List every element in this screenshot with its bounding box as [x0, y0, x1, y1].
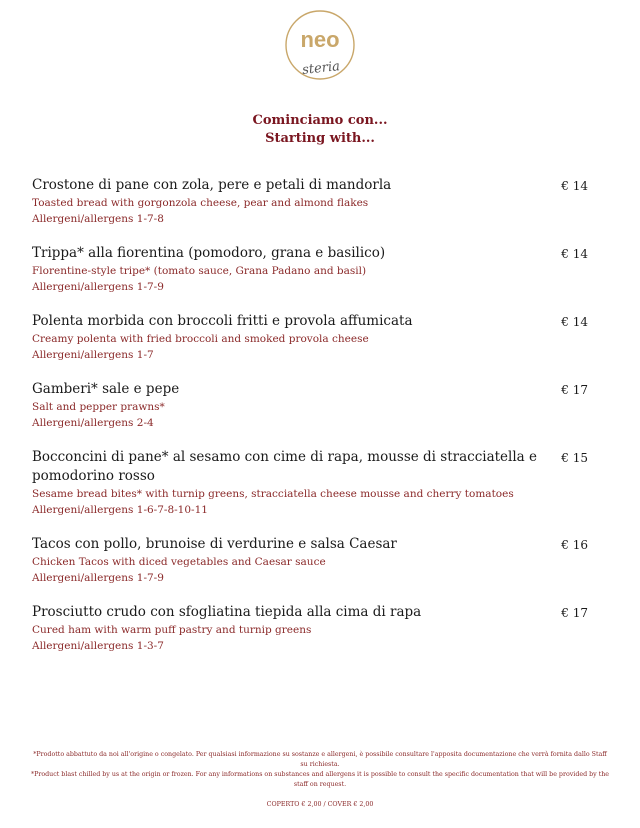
footer-note-en: *Product blast chilled by us at the origin or frozen. For any informations on substances and allergens it is possible to consult the specific documentation that will be provided by the staff on request. [30, 771, 610, 788]
menu-item-name: Tacos con pollo, brunoise di verdurine e salsa Caesar [32, 536, 397, 552]
menu-item-price: € 14 [561, 247, 588, 261]
menu-item-name: Bocconcini di pane* al sesamo con cime di rapa, mousse di stracciatella e pomodorino rosso [32, 449, 538, 484]
menu-item [32, 603, 588, 654]
menu-item-price: € 17 [561, 383, 588, 397]
footer-note-it: *Prodotto abbattuto da noi all'origine o congelato. Per qualsiasi informazione su sostanze e allergeni, è possibile consultare l'apposita documentazione che verrà fornita dallo Staff su richiesta. [33, 751, 607, 768]
menu-item-price: € 16 [561, 538, 588, 552]
cover-charge: COPERTO € 2,00 / COVER € 2,00 [266, 801, 374, 808]
logo-main-text: neo [300, 27, 340, 52]
menu-item-price: € 14 [561, 179, 588, 193]
menu-item-name: Trippa* alla fiorentina (pomodoro, grana e basilico) [32, 245, 386, 261]
menu-item-description: Cured ham with warm puff pastry and turnip greens [32, 624, 312, 636]
neosteria-logo [283, 8, 357, 82]
menu-item [32, 380, 588, 431]
menu-item [32, 448, 588, 518]
menu-item-description: Toasted bread with gorgonzola cheese, pear and almond flakes [32, 197, 369, 209]
menu-item-description: Sesame bread bites* with turnip greens, stracciatella cheese mousse and cherry tomatoes [32, 488, 514, 500]
menu-item-name: Prosciutto crudo con sfogliatina tiepida alla cima di rapa [32, 604, 422, 620]
menu-item-description: Creamy polenta with fried broccoli and smoked provola cheese [32, 333, 369, 345]
menu-item-description: Chicken Tacos with diced vegetables and Caesar sauce [32, 556, 326, 568]
menu-item [32, 176, 588, 227]
menu-item-name: Crostone di pane con zola, pere e petali di mandorla [32, 177, 392, 193]
menu-item-allergens: Allergeni/allergens 1-7-9 [32, 572, 164, 584]
menu-item-price: € 15 [561, 451, 588, 465]
menu-item [32, 244, 588, 295]
menu-item-description: Salt and pepper prawns* [32, 401, 165, 413]
menu-item-price: € 17 [561, 606, 588, 620]
menu-item-allergens: Allergeni/allergens 1-7 [32, 349, 154, 361]
menu-item-allergens: Allergeni/allergens 1-7-8 [32, 213, 164, 225]
menu-item [32, 312, 588, 363]
menu-item-name: Polenta morbida con broccoli fritti e provola affumicata [32, 313, 413, 329]
section-title-en: Starting with... [265, 131, 375, 146]
menu-item-allergens: Allergeni/allergens 2-4 [32, 417, 154, 429]
menu-item-allergens: Allergeni/allergens 1-3-7 [32, 640, 164, 652]
footer-notes [30, 750, 610, 810]
menu-item [32, 535, 588, 586]
menu-item-allergens: Allergeni/allergens 1-7-9 [32, 281, 164, 293]
menu-list [32, 176, 588, 671]
logo-sub-text: steria [301, 59, 341, 78]
menu-item-allergens: Allergeni/allergens 1-6-7-8-10-11 [32, 504, 208, 516]
menu-item-description: Florentine-style tripe* (tomato sauce, Grana Padano and basil) [32, 265, 367, 277]
menu-item-price: € 14 [561, 315, 588, 329]
section-title-it: Cominciamo con... [252, 113, 388, 128]
menu-item-name: Gamberi* sale e pepe [32, 381, 180, 397]
section-title [0, 112, 640, 148]
